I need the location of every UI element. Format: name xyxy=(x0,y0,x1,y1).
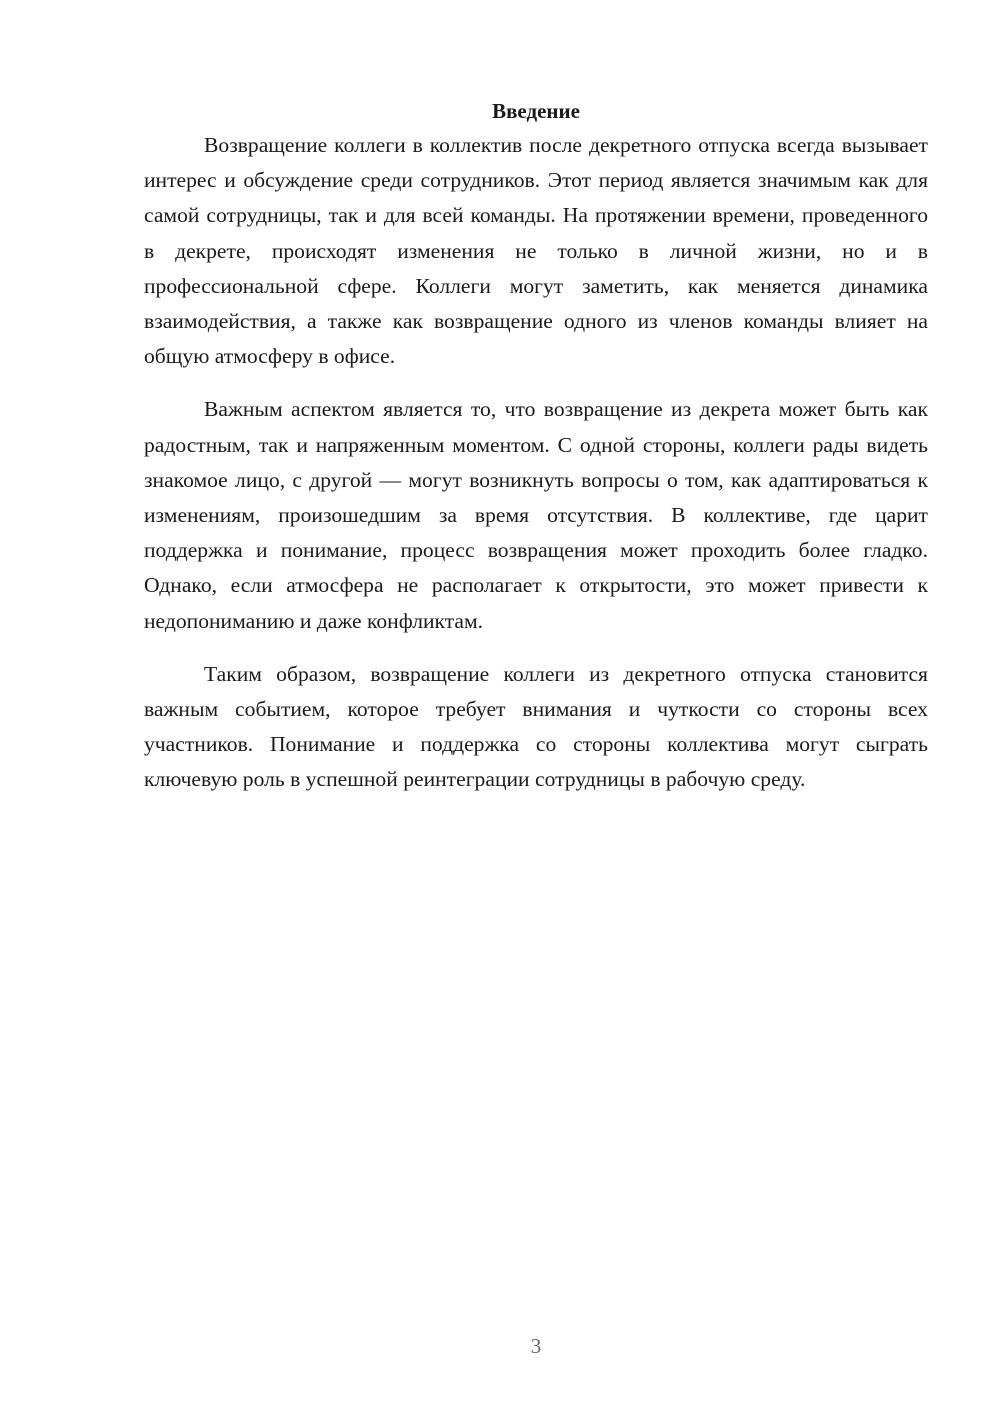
paragraph-2: Важным аспектом является то, что возвращение из декрета может быть как радостным, так и напряженным моментом. С одной стороны, коллеги рады видеть знакомое лицо, с другой — могут возникнуть вопросы о том, как адаптироваться к изменениям, произошедшим за время отсутствия. В коллективе, где царит поддержка и понимание, процесс возвращения может проходить более гладко. Однако, если атмосфера не располагает к открытости, это может привести к недопониманию и даже конфликтам. xyxy=(144,397,928,633)
section-heading: Введение xyxy=(492,99,580,123)
page-number: 3 xyxy=(530,1334,542,1358)
paragraph-1: Возвращение коллеги в коллектив после декретного отпуска всегда вызывает интерес и обсуждение среди сотрудников. Этот период является значимым как для самой сотрудницы, так и для всей команды. На протяжении времени, проведенного в декрете, происходят изменения не только в личной жизни, но и в профессиональной сфере. Коллеги могут заметить, как меняется динамика взаимодействия, а также как возвращение одного из членов команды влияет на общую атмосферу в офисе. xyxy=(144,133,928,369)
page-content xyxy=(144,94,928,798)
paragraph-3: Таким образом, возвращение коллеги из декретного отпуска становится важным событием, которое требует внимания и чуткости со стороны всех участников. Понимание и поддержка со стороны коллектива могут сыграть ключевую роль в успешной реинтеграции сотрудницы в рабочую среду. xyxy=(144,661,928,792)
